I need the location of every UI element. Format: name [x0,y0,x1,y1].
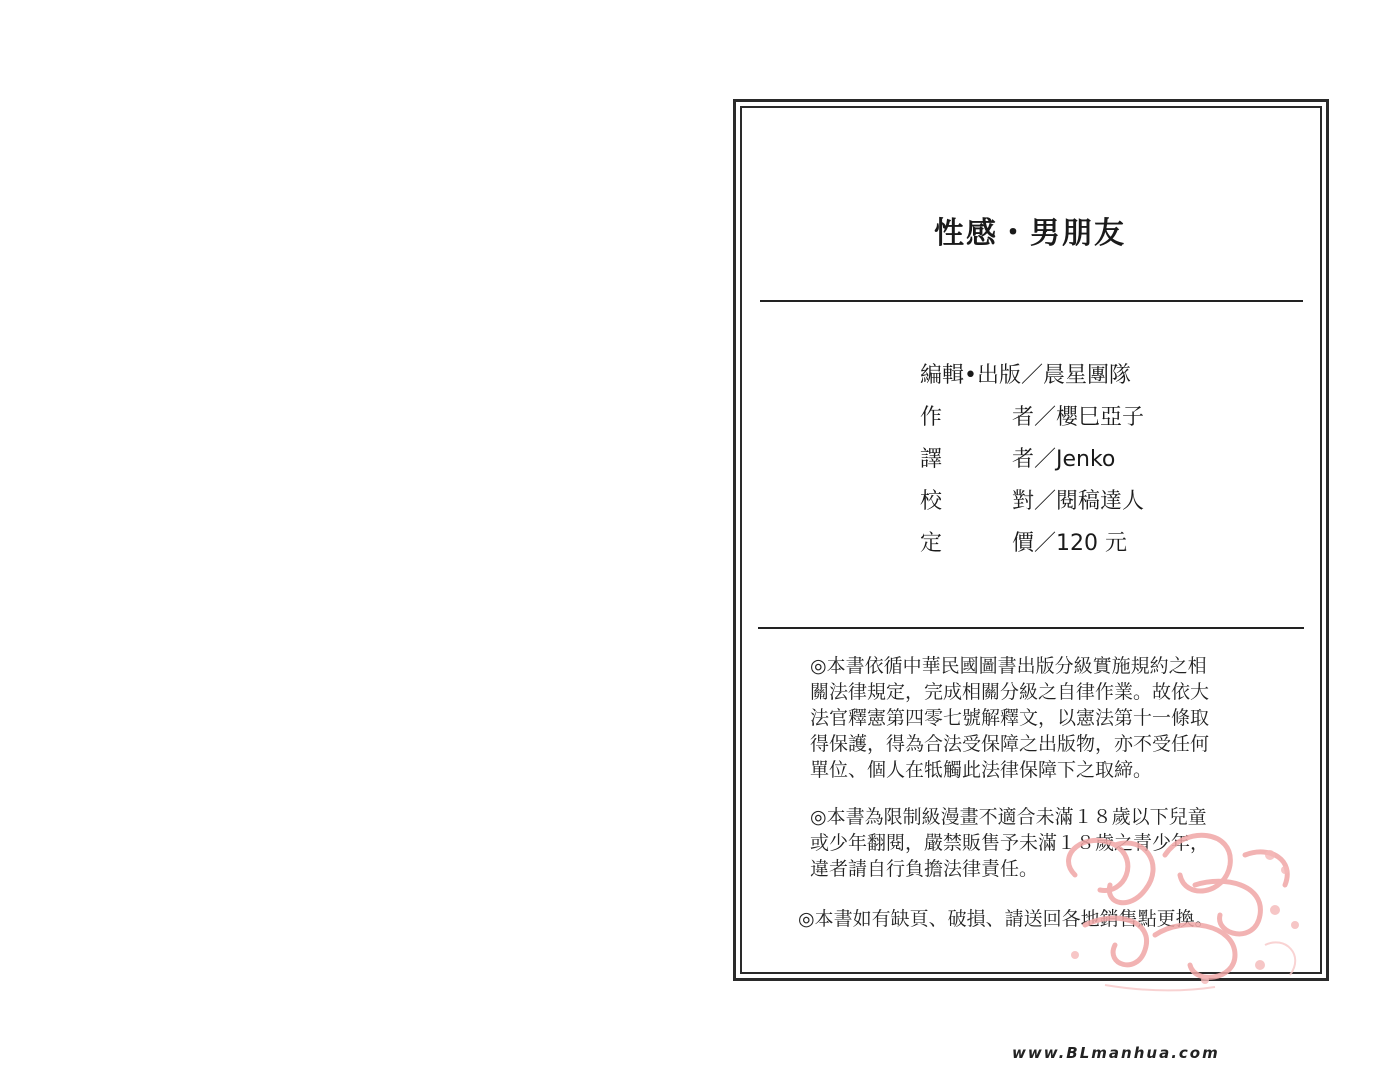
credit-role: 定 [920,531,943,556]
credit-value: 價／120 元 [1012,531,1127,556]
notice-line: ◎本書依循中華民國圖書出版分級實施規約之相 [810,655,1207,677]
credit-row [920,400,1220,442]
replacement-notice: ◎本書如有缺頁、破損、請送回各地銷售點更換。 [798,908,1214,930]
credit-role: 作 [920,405,943,430]
notices-divider [758,627,1304,629]
floral-ornament-logo [1045,815,1315,1000]
notice-line: 或少年翻閱，嚴禁販售予未滿１８歲之青少年， [810,832,1210,854]
credit-role: 譯 [920,447,943,472]
credit-value: 對／閱稿達人 [1012,489,1145,514]
credits-list [920,358,1220,568]
credit-row [920,484,1220,526]
credit-role: 編輯•出版 [920,363,1021,388]
credit-role: 校 [920,489,943,514]
credit-value: 者／Jenko [1012,447,1116,472]
credit-row [920,442,1220,484]
notice-line: 法官釋憲第四零七號解釋文，以憲法第十一條取 [810,707,1210,729]
book-title: 性感・男朋友 [934,216,1126,251]
credit-value: ／晨星團隊 [1020,363,1131,388]
credit-value: 者／櫻巳亞子 [1012,405,1145,430]
notice-line: 違者請自行負擔法律責任。 [810,858,1039,880]
watermark-url: www.BLmanhua.com [1012,1044,1220,1062]
credit-row [920,358,1220,400]
notice-line: ◎本書為限制級漫畫不適合未滿１８歲以下兒童 [810,806,1207,828]
notice-line: 單位、個人在牴觸此法律保障下之取締。 [810,759,1153,781]
rating-law-notice [810,653,1209,783]
credit-row [920,526,1220,568]
notice-line: 關法律規定，完成相關分級之自律作業。故依大 [810,681,1210,703]
title-divider [760,300,1303,302]
notice-line: 得保護，得為合法受保障之出版物，亦不受任何 [810,733,1210,755]
